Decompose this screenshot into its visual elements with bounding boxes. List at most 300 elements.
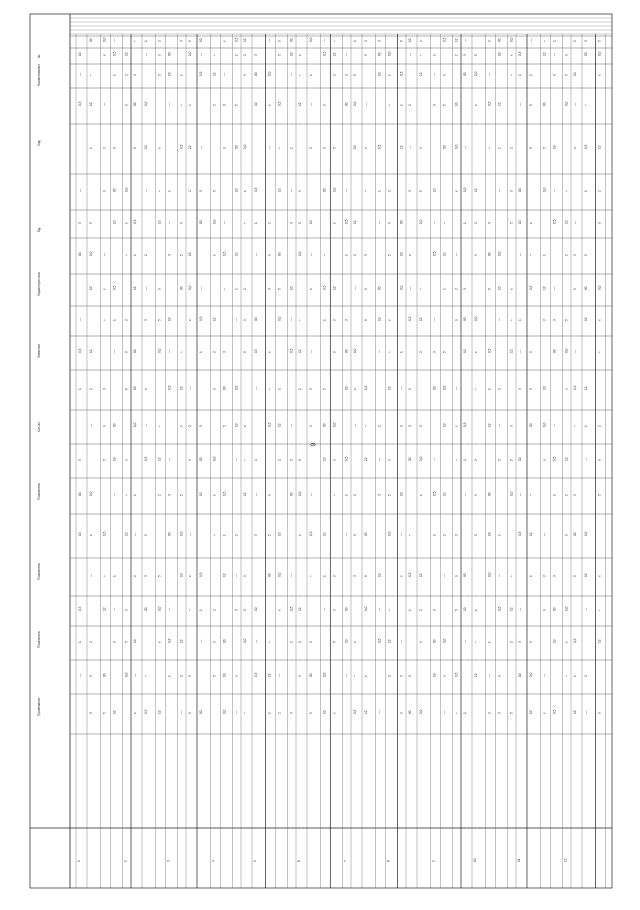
cell-text: 2 (133, 575, 137, 577)
cell-text: 10 (518, 457, 522, 461)
cell-text: х (564, 641, 569, 643)
cell-text: + (243, 222, 247, 224)
cell-text: 0,0 (487, 572, 492, 577)
cell-text: 1 (529, 575, 533, 577)
cell-text: 1 (518, 74, 522, 76)
cell-text: 0,0 (353, 101, 357, 106)
cell-text: 5 (179, 254, 184, 256)
cell-text: 0,0 (222, 709, 227, 714)
cell-text: — (89, 423, 93, 427)
cell-text: 5 (353, 74, 357, 76)
cell-text: 0,5 (344, 456, 349, 461)
cell-text: 00 (399, 220, 404, 224)
cell-text: 2 (584, 675, 588, 677)
cell-text: 1 (399, 104, 404, 106)
cell-text: 0,5 (487, 348, 492, 353)
cell-text: + (102, 319, 107, 321)
cell-text: — (167, 457, 172, 461)
cell-text: 12 (387, 639, 392, 643)
section-label: 7 (343, 860, 348, 862)
cell-text: 12 (243, 492, 247, 496)
cell-text: + (408, 534, 412, 536)
cell-text: 1 (144, 40, 148, 42)
cell-text: — (463, 492, 467, 496)
cell-text: + (387, 351, 392, 353)
cell-text: — (408, 145, 412, 149)
cell-text: 00 (309, 673, 313, 677)
cell-text: 5 (243, 609, 247, 611)
cell-text: — (552, 52, 557, 56)
cell-text: х (222, 40, 227, 42)
cell-text: 00 (222, 639, 227, 643)
cell-text: 00 (133, 349, 137, 353)
cell-text: — (254, 639, 258, 643)
cell-text: 12 (597, 639, 602, 643)
cell-text: + (597, 351, 602, 353)
cell-text: 5 (332, 641, 337, 643)
cell-text: 9 (387, 222, 392, 224)
cell-text: 0,5 (133, 219, 137, 224)
cell-text: 0,5 (277, 101, 282, 106)
cell-text: 2 (487, 712, 492, 714)
cell-text: х (399, 575, 404, 577)
cell-text: + (454, 712, 459, 714)
cell-text: 0,0 (124, 672, 129, 677)
cell-text: 9 (454, 319, 459, 321)
cell-text: 12 (133, 286, 137, 290)
cell-text: 00 (584, 52, 588, 56)
cell-text: 0,0 (353, 348, 357, 353)
cell-text: х (442, 675, 447, 677)
cell-text: 00 (584, 286, 588, 290)
cell-text: х (102, 54, 107, 56)
cell-text: 2 (144, 254, 148, 256)
cell-text: + (442, 222, 447, 224)
cell-text: х (234, 675, 239, 677)
cell-text: 3 (573, 494, 577, 496)
cell-text: 3 (144, 319, 148, 321)
cell-text: 5 (277, 54, 282, 56)
cell-text: 1 (552, 40, 557, 42)
cell-text: 0,0 (454, 144, 459, 149)
cell-text: 10 (377, 317, 382, 321)
cell-text: 0,5 (167, 385, 172, 390)
cell-text: 0,0 (309, 37, 313, 42)
cell-text: + (144, 675, 148, 677)
cell-text: + (89, 74, 93, 76)
cell-text: 0,5 (552, 219, 557, 224)
cell-text: — (254, 252, 258, 256)
cell-text: — (179, 710, 184, 714)
cell-text: 1 (463, 222, 467, 224)
cell-text: х (497, 534, 502, 536)
cell-text: 1 (377, 425, 382, 427)
cell-text: — (133, 673, 137, 677)
cell-text: 12 (277, 423, 282, 427)
cell-text: 0,5 (199, 71, 203, 76)
section-label: 6 (297, 860, 301, 862)
cell-text: 10 (289, 52, 294, 56)
cell-text: — (289, 317, 294, 321)
cell-text: 2 (353, 254, 357, 256)
cell-text: + (124, 494, 129, 496)
cell-text: — (277, 673, 282, 677)
cell-text: 9 (144, 534, 148, 536)
cell-text: 1 (322, 575, 327, 577)
cell-text: 12 (564, 457, 569, 461)
column-header-label: Характеристика (37, 272, 41, 296)
cell-text: 10 (542, 386, 547, 390)
cell-text: — (463, 145, 467, 149)
cell-text: 0,5 (322, 51, 327, 56)
cell-text: 2 (509, 641, 514, 643)
cell-text: 5 (234, 104, 239, 106)
cell-text: — (322, 38, 327, 42)
cell-text: 00 (463, 317, 467, 321)
cell-text: 0,0 (564, 101, 569, 106)
cell-text: — (144, 423, 148, 427)
cell-text: 10 (442, 423, 447, 427)
cell-text: 0,0 (179, 531, 184, 536)
cell-text: 12 (564, 220, 569, 224)
cell-text: 0,5 (78, 348, 82, 353)
cell-text: 1 (199, 351, 203, 353)
cell-text: — (234, 317, 239, 321)
cell-text: 0,0 (332, 187, 337, 192)
cell-text: + (267, 641, 272, 643)
cell-text: 00 (179, 286, 184, 290)
cell-text: 3 (344, 319, 349, 321)
cell-text: — (309, 102, 313, 106)
cell-text: 12 (487, 423, 492, 427)
cell-text: 3 (167, 254, 172, 256)
cell-text: 5 (102, 459, 107, 461)
cell-text: — (112, 349, 117, 353)
cell-text: — (234, 573, 239, 577)
cell-text: 0,5 (573, 385, 577, 390)
cell-text: 9 (364, 288, 368, 290)
cell-text: 12 (157, 220, 162, 224)
cell-text: 10 (552, 145, 557, 149)
cell-text: 0,0 (124, 187, 129, 192)
cell-text: х (542, 459, 547, 461)
cell-text: — (112, 492, 117, 496)
cell-text: 0,0 (332, 422, 337, 427)
cell-text: 2 (597, 425, 602, 427)
page-number: 9 (310, 442, 318, 447)
cell-text: 10 (399, 492, 404, 496)
cell-text: 9 (353, 534, 357, 536)
cell-text: 9 (124, 609, 129, 611)
cell-text: — (497, 573, 502, 577)
cell-text: 2 (474, 459, 478, 461)
cell-text: 0,5 (112, 285, 117, 290)
cell-text: х (188, 319, 192, 321)
cell-text: 3 (309, 641, 313, 643)
cell-text: 10 (254, 349, 258, 353)
cell-text: 10 (199, 492, 203, 496)
cell-text: 00 (222, 386, 227, 390)
cell-text: 2 (277, 712, 282, 714)
cell-text: 10 (377, 573, 382, 577)
cell-text: — (399, 639, 404, 643)
cell-text: 0,5 (179, 144, 184, 149)
cell-text: 5 (157, 319, 162, 321)
cell-text: 12 (243, 38, 247, 42)
cell-text: + (332, 494, 337, 496)
cell-text: 3 (432, 104, 437, 106)
cell-text: 10 (497, 52, 502, 56)
cell-text: 10 (309, 220, 313, 224)
cell-text: 2 (474, 222, 478, 224)
cell-text: — (267, 38, 272, 42)
cell-text: 9 (573, 288, 577, 290)
cell-text: 9 (529, 351, 533, 353)
cell-text: 0,0 (564, 606, 569, 611)
cell-text: 0,0 (542, 422, 547, 427)
cell-text: 0,5 (487, 101, 492, 106)
cell-text: — (133, 532, 137, 536)
cell-text: 1 (289, 641, 294, 643)
cell-text: 12 (387, 386, 392, 390)
cell-text: 0,5 (267, 422, 272, 427)
cell-text: 3 (112, 147, 117, 149)
cell-text: 00 (322, 423, 327, 427)
cell-text: — (518, 607, 522, 611)
cell-text: 1 (277, 388, 282, 390)
cell-text: + (243, 459, 247, 461)
cell-text: 0,0 (157, 348, 162, 353)
cell-text: — (573, 349, 577, 353)
cell-text: 3 (254, 54, 258, 56)
cell-text: 9 (399, 712, 404, 714)
cell-text: — (529, 38, 533, 42)
cell-text: 10 (322, 710, 327, 714)
cell-text: х (309, 288, 313, 290)
cell-text: 00 (552, 349, 557, 353)
cell-text: 12 (497, 102, 502, 106)
cell-text: + (597, 609, 602, 611)
cell-text: 3 (377, 40, 382, 42)
cell-text: 5 (212, 190, 217, 192)
cell-text: 9 (157, 288, 162, 290)
cell-text: 3 (552, 319, 557, 321)
cell-text: 2 (298, 641, 302, 643)
cell-text: — (408, 286, 412, 290)
cell-text: + (364, 425, 368, 427)
cell-text: 2 (102, 147, 107, 149)
cell-text: + (277, 147, 282, 149)
cell-text: х (597, 319, 602, 321)
cell-text: 2 (597, 190, 602, 192)
cell-text: 0,0 (267, 71, 272, 76)
cell-text: 12 (124, 52, 129, 56)
cell-text: 00 (344, 607, 349, 611)
cell-text: 9 (267, 254, 272, 256)
cell-text: 0,0 (188, 285, 192, 290)
cell-text: — (518, 349, 522, 353)
cell-text: 0,0 (144, 101, 148, 106)
cell-text: 12 (442, 492, 447, 496)
cell-text: 1 (432, 54, 437, 56)
cell-text: 9 (419, 147, 423, 149)
cell-text: 3 (432, 609, 437, 611)
cell-text: 10 (487, 532, 492, 536)
cell-text: 9 (309, 425, 313, 427)
cell-text: 1 (463, 459, 467, 461)
cell-text: 00 (542, 102, 547, 106)
cell-text: х (454, 190, 459, 192)
cell-text: 1 (234, 54, 239, 56)
cell-text: 1 (353, 40, 357, 42)
cell-text: 3 (518, 388, 522, 390)
cell-text: 2 (332, 575, 337, 577)
cell-text: 9 (474, 254, 478, 256)
cell-text: 0,5 (167, 638, 172, 643)
cell-text: 3 (78, 459, 82, 461)
cell-text: 10 (78, 532, 82, 536)
cell-text: 0,0 (89, 251, 93, 256)
cell-text: + (584, 104, 588, 106)
cell-text: 1 (222, 534, 227, 536)
cell-text: 12 (454, 38, 459, 42)
cell-text: 1 (133, 494, 137, 496)
cell-text: 1 (364, 675, 368, 677)
cell-text: 0,0 (419, 219, 423, 224)
cell-text: 00 (529, 423, 533, 427)
cell-text: 5 (124, 641, 129, 643)
cell-text: — (167, 349, 172, 353)
cell-text: 5 (564, 319, 569, 321)
cell-text: 5 (102, 712, 107, 714)
section-label: 8 (386, 860, 391, 862)
cell-text: 5 (442, 104, 447, 106)
cell-text: 00 (167, 52, 172, 56)
cell-text: х (298, 54, 302, 56)
cell-text: 0,5 (518, 531, 522, 536)
cell-text: — (497, 317, 502, 321)
cell-text: 3 (188, 675, 192, 677)
cell-text: 12 (597, 145, 602, 149)
cell-text: — (432, 72, 437, 76)
cell-text: 9 (454, 575, 459, 577)
cell-text: 0,0 (243, 144, 247, 149)
cell-text: + (509, 319, 514, 321)
cell-text: — (309, 492, 313, 496)
cell-text: 5 (298, 222, 302, 224)
cell-text: 0,5 (222, 491, 227, 496)
cell-text: 00 (144, 607, 148, 611)
cell-text: 5 (408, 675, 412, 677)
cell-text: 0,5 (552, 709, 557, 714)
cell-text: 12 (102, 607, 107, 611)
cell-text: 10 (344, 639, 349, 643)
cell-text: 0,5 (102, 531, 107, 536)
cell-text: 0,0 (133, 422, 137, 427)
cell-text: 2 (124, 319, 129, 321)
cell-text: 0,5 (454, 672, 459, 677)
cell-text: 9 (564, 534, 569, 536)
cell-text: 12 (399, 145, 404, 149)
cell-text: 10 (222, 673, 227, 677)
cell-text: — (78, 188, 82, 192)
cell-text: 0,5 (222, 251, 227, 256)
cell-text: 9 (277, 40, 282, 42)
cell-text: 00 (408, 710, 412, 714)
cell-text: 0,5 (144, 456, 148, 461)
cell-text: 10 (584, 317, 588, 321)
cell-text: 2 (332, 319, 337, 321)
cell-text: 3 (487, 222, 492, 224)
cell-text: 3 (497, 459, 502, 461)
cell-text: — (188, 386, 192, 390)
cell-text: 5 (419, 190, 423, 192)
cell-text: — (102, 102, 107, 106)
cell-text: х (387, 74, 392, 76)
cell-text: + (564, 190, 569, 192)
cell-text: 9 (298, 675, 302, 677)
cell-text: 00 (199, 710, 203, 714)
cell-text: 2 (212, 351, 217, 353)
cell-text: — (144, 52, 148, 56)
cell-text: 5 (399, 40, 404, 42)
cell-text: 12 (124, 532, 129, 536)
cell-text: + (243, 712, 247, 714)
cell-text: 12 (419, 72, 423, 76)
cell-text: — (309, 252, 313, 256)
cell-text: 1 (584, 190, 588, 192)
cell-text: — (167, 220, 172, 224)
cell-text: х (332, 459, 337, 461)
cell-text: 0,0 (597, 285, 602, 290)
cell-text: 12 (509, 607, 514, 611)
cell-text: 00 (463, 573, 467, 577)
cell-text: — (167, 102, 172, 106)
cell-text: 12 (474, 673, 478, 677)
cell-text: — (584, 457, 588, 461)
cell-text: 12 (212, 317, 217, 321)
cell-text: 0,5 (199, 316, 203, 321)
cell-text: 5 (89, 222, 93, 224)
cell-text: + (529, 254, 533, 256)
cell-text: 10 (112, 710, 117, 714)
cell-text: 0,5 (289, 348, 294, 353)
cell-text: 3 (144, 575, 148, 577)
cell-text: — (289, 573, 294, 577)
cell-text: 2 (529, 74, 533, 76)
cell-text: 12 (298, 349, 302, 353)
cell-text: 2 (542, 575, 547, 577)
cell-text: — (199, 286, 203, 290)
cell-text: 12 (157, 710, 162, 714)
cell-text: 3 (408, 425, 412, 427)
cell-text: 10 (188, 252, 192, 256)
cell-text: 00 (112, 188, 117, 192)
cell-text: 2 (332, 74, 337, 76)
cell-text: 0,0 (509, 37, 514, 42)
column-header-label: Примечание (37, 697, 41, 716)
cell-text: 2 (277, 459, 282, 461)
cell-text: 9 (212, 388, 217, 390)
cell-text: — (432, 220, 437, 224)
cell-text: — (497, 423, 502, 427)
cell-text: 5 (474, 54, 478, 56)
cell-text: + (542, 40, 547, 42)
cell-text: 3 (552, 575, 557, 577)
cell-text: + (529, 494, 533, 496)
cell-text: 3 (89, 712, 93, 714)
cell-text: 00 (267, 573, 272, 577)
